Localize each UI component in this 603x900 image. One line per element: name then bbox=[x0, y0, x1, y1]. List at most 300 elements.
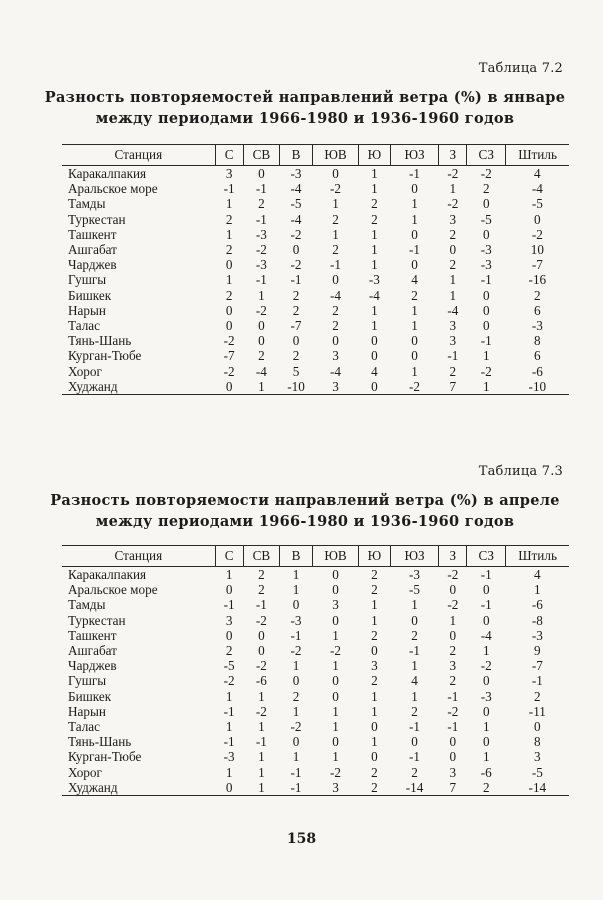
station-name: Нарын bbox=[68, 302, 106, 318]
value-cell: 0 bbox=[482, 673, 490, 689]
value-cell: 0 bbox=[359, 379, 391, 395]
value-cell: 0 bbox=[534, 718, 541, 734]
value-cell: 0 bbox=[332, 166, 339, 182]
value-cell: -2 bbox=[255, 703, 267, 719]
station-name: Ташкент bbox=[68, 627, 117, 643]
station-name: Бишкек bbox=[68, 287, 112, 303]
value-cell: 1 bbox=[371, 242, 378, 258]
column-header: ЮВ bbox=[312, 145, 358, 166]
value-cell: -2 bbox=[447, 196, 459, 212]
value-cell: -1 bbox=[255, 181, 267, 197]
value-cell: -2 bbox=[531, 226, 543, 242]
value-cell: 1 bbox=[225, 226, 233, 242]
value-cell: -5 bbox=[290, 196, 302, 212]
value-cell: 0 bbox=[482, 226, 490, 242]
value-cell: 2 bbox=[411, 764, 418, 780]
value-cell: 0 bbox=[332, 688, 339, 704]
value-cell: 1 bbox=[411, 317, 418, 333]
value-cell: 1 bbox=[411, 597, 418, 613]
value-cell: 2 bbox=[292, 302, 300, 318]
value-cell: -5 bbox=[480, 211, 492, 227]
value-cell: 0 bbox=[411, 734, 418, 750]
value-cell: 2 bbox=[411, 703, 418, 719]
value-cell: -2 bbox=[255, 242, 267, 258]
value-cell: -1 bbox=[290, 627, 302, 643]
value-cell: 5 bbox=[292, 363, 300, 379]
column-header: В bbox=[280, 546, 313, 567]
value-cell: -4 bbox=[480, 627, 492, 643]
table-7-3-title-line-1: Разность повторяемости направлений ветра (%) в апреле bbox=[50, 492, 560, 509]
value-cell: 3 bbox=[332, 348, 339, 364]
value-cell: 1 bbox=[332, 226, 339, 242]
table-header-row bbox=[62, 546, 569, 567]
value-cell: 0 bbox=[411, 257, 418, 273]
value-cell: -1 bbox=[447, 348, 459, 364]
column-header: ЮЗ bbox=[390, 546, 439, 567]
value-cell: 3 bbox=[312, 780, 358, 796]
value-cell: -3 bbox=[409, 567, 421, 583]
table-row bbox=[62, 764, 569, 779]
value-cell: 2 bbox=[449, 673, 457, 689]
value-cell: -4 bbox=[290, 181, 302, 197]
value-cell: 0 bbox=[332, 673, 339, 689]
value-cell: -1 bbox=[480, 597, 492, 613]
value-cell: 1 bbox=[449, 287, 457, 303]
value-cell: -1 bbox=[409, 242, 421, 258]
value-cell: 0 bbox=[371, 348, 378, 364]
page-number: 158 bbox=[286, 831, 317, 847]
table-row bbox=[62, 673, 569, 688]
value-cell: 0 bbox=[258, 627, 265, 643]
value-cell: -6 bbox=[480, 764, 492, 780]
value-cell: -3 bbox=[531, 627, 543, 643]
value-cell: 1 bbox=[411, 658, 418, 674]
value-cell: 0 bbox=[482, 703, 490, 719]
value-cell: 2 bbox=[225, 211, 233, 227]
value-cell: -2 bbox=[480, 658, 492, 674]
value-cell: 1 bbox=[371, 181, 378, 197]
value-cell: -2 bbox=[290, 257, 302, 273]
value-cell: -14 bbox=[390, 780, 439, 796]
value-cell: 0 bbox=[534, 211, 541, 227]
value-cell: 1 bbox=[258, 764, 265, 780]
value-cell: -2 bbox=[447, 166, 459, 182]
value-cell: 0 bbox=[292, 597, 300, 613]
value-cell: -2 bbox=[480, 363, 492, 379]
value-cell: 0 bbox=[482, 196, 490, 212]
value-cell: -3 bbox=[255, 257, 267, 273]
value-cell: 3 bbox=[332, 597, 339, 613]
value-cell: 1 bbox=[292, 749, 300, 765]
station-name: Бишкек bbox=[68, 688, 112, 704]
value-cell: 2 bbox=[371, 627, 378, 643]
value-cell: 7 bbox=[439, 780, 467, 796]
value-cell: 7 bbox=[439, 379, 467, 395]
value-cell: 4 bbox=[534, 166, 541, 182]
value-cell: 0 bbox=[258, 333, 265, 349]
station-name: Худжанд bbox=[62, 780, 215, 796]
station-name: Каракалпакия bbox=[68, 567, 147, 583]
station-name: Талас bbox=[68, 317, 100, 333]
table-row bbox=[62, 272, 569, 287]
value-cell: 1 bbox=[371, 317, 378, 333]
station-name: Гушгы bbox=[68, 673, 107, 689]
value-cell: -1 bbox=[223, 597, 235, 613]
value-cell: 0 bbox=[411, 612, 418, 628]
value-cell: -1 bbox=[255, 597, 267, 613]
value-cell: 1 bbox=[292, 567, 300, 583]
value-cell: -4 bbox=[531, 181, 543, 197]
table-row bbox=[62, 704, 569, 719]
value-cell: -3 bbox=[223, 749, 235, 765]
value-cell: 2 bbox=[258, 196, 265, 212]
value-cell: -14 bbox=[506, 780, 569, 796]
value-cell: 3 bbox=[449, 764, 457, 780]
value-cell: 1 bbox=[534, 582, 541, 598]
table-row bbox=[62, 567, 569, 583]
value-cell: 1 bbox=[482, 348, 490, 364]
table-7-2-label: Таблица 7.2 bbox=[478, 61, 563, 76]
value-cell: 0 bbox=[411, 333, 418, 349]
column-header: З bbox=[439, 546, 467, 567]
value-cell: 0 bbox=[332, 333, 339, 349]
value-cell: -10 bbox=[506, 379, 569, 395]
table-7-3 bbox=[62, 545, 569, 796]
value-cell: -2 bbox=[223, 673, 235, 689]
station-name: Курган-Тюбе bbox=[68, 348, 142, 364]
value-cell: -8 bbox=[531, 612, 543, 628]
value-cell: -3 bbox=[531, 317, 543, 333]
value-cell: -1 bbox=[409, 643, 421, 659]
value-cell: -3 bbox=[290, 166, 302, 182]
value-cell: -4 bbox=[447, 302, 459, 318]
value-cell: -2 bbox=[390, 379, 439, 395]
value-cell: 2 bbox=[449, 363, 457, 379]
value-cell: -3 bbox=[368, 272, 380, 288]
value-cell: 2 bbox=[258, 582, 265, 598]
value-cell: -1 bbox=[330, 257, 342, 273]
value-cell: 1 bbox=[371, 302, 378, 318]
value-cell: -1 bbox=[409, 718, 421, 734]
value-cell: 1 bbox=[482, 749, 490, 765]
value-cell: -1 bbox=[480, 567, 492, 583]
value-cell: 0 bbox=[371, 643, 378, 659]
value-cell: -10 bbox=[280, 379, 313, 395]
value-cell: 3 bbox=[534, 749, 541, 765]
station-name: Талас bbox=[68, 718, 100, 734]
value-cell: 0 bbox=[411, 348, 418, 364]
value-cell: 1 bbox=[411, 688, 418, 704]
column-header: З bbox=[439, 145, 467, 166]
column-header: Станция bbox=[62, 546, 215, 567]
value-cell: 2 bbox=[371, 673, 378, 689]
value-cell: 0 bbox=[411, 181, 418, 197]
value-cell: -1 bbox=[255, 734, 267, 750]
value-cell: -2 bbox=[223, 333, 235, 349]
table-7-2-title-line-2: между периодами 1966-1980 и 1936-1960 годов bbox=[95, 110, 515, 127]
value-cell: 4 bbox=[411, 272, 418, 288]
value-cell: 1 bbox=[243, 379, 279, 395]
value-cell: 1 bbox=[482, 718, 490, 734]
table-row bbox=[62, 333, 569, 348]
value-cell: 2 bbox=[292, 688, 300, 704]
value-cell: 1 bbox=[449, 272, 457, 288]
value-cell: -6 bbox=[531, 597, 543, 613]
value-cell: 2 bbox=[371, 196, 378, 212]
column-header: ЮЗ bbox=[390, 145, 439, 166]
value-cell: 1 bbox=[411, 363, 418, 379]
value-cell: 2 bbox=[371, 764, 378, 780]
value-cell: 0 bbox=[225, 257, 233, 273]
value-cell: 0 bbox=[332, 567, 339, 583]
value-cell: 1 bbox=[292, 703, 300, 719]
table-7-3-title-line-2: между периодами 1966-1980 и 1936-1960 годов bbox=[95, 513, 515, 530]
value-cell: 0 bbox=[258, 317, 265, 333]
value-cell: 2 bbox=[371, 582, 378, 598]
value-cell: 1 bbox=[332, 627, 339, 643]
table-row bbox=[62, 613, 569, 628]
value-cell: -1 bbox=[280, 780, 313, 796]
value-cell: 2 bbox=[225, 287, 233, 303]
value-cell: -6 bbox=[531, 363, 543, 379]
value-cell: 3 bbox=[225, 612, 233, 628]
value-cell: 1 bbox=[225, 688, 233, 704]
value-cell: 2 bbox=[332, 242, 339, 258]
column-header: СЗ bbox=[467, 145, 506, 166]
value-cell: 1 bbox=[332, 749, 339, 765]
column-header: ЮВ bbox=[312, 546, 358, 567]
station-name: Туркестан bbox=[68, 211, 126, 227]
table-header-row bbox=[62, 145, 569, 166]
value-cell: 1 bbox=[411, 196, 418, 212]
value-cell: -2 bbox=[290, 643, 302, 659]
value-cell: -5 bbox=[531, 196, 543, 212]
value-cell: 1 bbox=[258, 287, 265, 303]
value-cell: 1 bbox=[243, 780, 279, 796]
table-7-2-title bbox=[40, 87, 570, 129]
table-row bbox=[62, 227, 569, 242]
column-header: Штиль bbox=[506, 145, 569, 166]
column-header: Ю bbox=[359, 145, 391, 166]
value-cell: 1 bbox=[225, 718, 233, 734]
value-cell: 4 bbox=[534, 567, 541, 583]
value-cell: -2 bbox=[290, 226, 302, 242]
table-7-3-title bbox=[40, 490, 570, 532]
value-cell: 1 bbox=[225, 567, 233, 583]
value-cell: -2 bbox=[290, 718, 302, 734]
station-name: Нарын bbox=[68, 703, 106, 719]
value-cell: 1 bbox=[411, 211, 418, 227]
value-cell: 0 bbox=[371, 333, 378, 349]
value-cell: -7 bbox=[531, 658, 543, 674]
value-cell: -16 bbox=[528, 272, 547, 288]
value-cell: 2 bbox=[258, 567, 265, 583]
value-cell: 1 bbox=[258, 749, 265, 765]
station-name: Чарджев bbox=[68, 257, 117, 273]
value-cell: 2 bbox=[534, 287, 541, 303]
value-cell: -5 bbox=[409, 582, 421, 598]
column-header: С bbox=[215, 546, 243, 567]
value-cell: -11 bbox=[528, 703, 546, 719]
station-name: Тамды bbox=[68, 196, 106, 212]
value-cell: -4 bbox=[255, 363, 267, 379]
table-7-2-title-line-1: Разность повторяемостей направлений ветра (%) в январе bbox=[44, 89, 566, 106]
station-name: Хорог bbox=[68, 764, 102, 780]
value-cell: 3 bbox=[371, 658, 378, 674]
value-cell: 1 bbox=[371, 597, 378, 613]
value-cell: -1 bbox=[223, 703, 235, 719]
value-cell: 0 bbox=[225, 627, 233, 643]
value-cell: 0 bbox=[225, 582, 233, 598]
value-cell: 1 bbox=[258, 718, 265, 734]
value-cell: 1 bbox=[449, 612, 457, 628]
table-row bbox=[62, 318, 569, 333]
value-cell: 1 bbox=[292, 658, 300, 674]
value-cell: 0 bbox=[482, 582, 490, 598]
value-cell: -2 bbox=[480, 166, 492, 182]
value-cell: -3 bbox=[290, 612, 302, 628]
table-row bbox=[62, 734, 569, 749]
station-name: Хорог bbox=[68, 363, 102, 379]
value-cell: 3 bbox=[449, 317, 457, 333]
value-cell: 2 bbox=[411, 287, 418, 303]
table-row bbox=[62, 166, 569, 182]
value-cell: 0 bbox=[411, 226, 418, 242]
value-cell: -2 bbox=[223, 363, 235, 379]
table-row bbox=[62, 242, 569, 257]
value-cell: -1 bbox=[223, 181, 235, 197]
value-cell: 1 bbox=[411, 302, 418, 318]
column-header: СВ bbox=[243, 145, 279, 166]
value-cell: 2 bbox=[332, 317, 339, 333]
value-cell: 8 bbox=[534, 734, 541, 750]
table-7-2 bbox=[62, 144, 569, 395]
value-cell: -2 bbox=[447, 703, 459, 719]
value-cell: 0 bbox=[371, 749, 378, 765]
value-cell: 2 bbox=[292, 287, 300, 303]
column-header: СВ bbox=[243, 546, 279, 567]
value-cell: 0 bbox=[449, 242, 457, 258]
value-cell: 2 bbox=[371, 211, 378, 227]
value-cell: -4 bbox=[290, 211, 302, 227]
value-cell: -6 bbox=[255, 673, 267, 689]
value-cell: 1 bbox=[449, 181, 457, 197]
value-cell: -1 bbox=[480, 333, 492, 349]
value-cell: -1 bbox=[255, 272, 267, 288]
station-name: Ашгабат bbox=[68, 643, 117, 659]
table-row bbox=[62, 643, 569, 658]
value-cell: 4 bbox=[411, 673, 418, 689]
value-cell: 1 bbox=[371, 734, 378, 750]
value-cell: 0 bbox=[371, 718, 378, 734]
value-cell: -2 bbox=[255, 302, 267, 318]
column-header: Ю bbox=[359, 546, 391, 567]
value-cell: -3 bbox=[480, 688, 492, 704]
value-cell: -3 bbox=[480, 242, 492, 258]
table-row bbox=[62, 348, 569, 363]
value-cell: 10 bbox=[530, 242, 544, 258]
value-cell: -2 bbox=[330, 764, 342, 780]
column-header: В bbox=[280, 145, 313, 166]
value-cell: 0 bbox=[449, 627, 457, 643]
value-cell: 0 bbox=[332, 612, 339, 628]
value-cell: 2 bbox=[534, 688, 541, 704]
table-row bbox=[62, 257, 569, 272]
table-row bbox=[62, 303, 569, 318]
table-row bbox=[62, 597, 569, 612]
value-cell: 1 bbox=[332, 703, 339, 719]
value-cell: 8 bbox=[534, 333, 541, 349]
value-cell: 0 bbox=[258, 166, 265, 182]
station-name: Худжанд bbox=[62, 379, 215, 395]
table-row bbox=[62, 719, 569, 734]
value-cell: 0 bbox=[482, 302, 490, 318]
value-cell: -4 bbox=[330, 287, 342, 303]
value-cell: 3 bbox=[449, 658, 457, 674]
value-cell: 0 bbox=[482, 734, 490, 750]
station-name: Туркестан bbox=[68, 612, 126, 628]
station-name: Ашгабат bbox=[68, 242, 117, 258]
column-header: Станция bbox=[62, 145, 215, 166]
value-cell: 0 bbox=[332, 272, 339, 288]
table-row bbox=[62, 212, 569, 227]
value-cell: 3 bbox=[312, 379, 358, 395]
value-cell: 0 bbox=[225, 317, 233, 333]
station-name: Аральское море bbox=[68, 181, 158, 197]
value-cell: -1 bbox=[447, 718, 459, 734]
value-cell: 0 bbox=[482, 287, 490, 303]
value-cell: 1 bbox=[371, 226, 378, 242]
value-cell: -2 bbox=[330, 643, 342, 659]
station-name: Ташкент bbox=[68, 226, 117, 242]
value-cell: 2 bbox=[449, 226, 457, 242]
table-7-3-label: Таблица 7.3 bbox=[478, 464, 563, 479]
station-name: Каракалпакия bbox=[68, 166, 147, 182]
value-cell: -5 bbox=[531, 764, 543, 780]
value-cell: -1 bbox=[447, 688, 459, 704]
value-cell: 3 bbox=[449, 211, 457, 227]
value-cell: 2 bbox=[411, 627, 418, 643]
value-cell: -1 bbox=[290, 764, 302, 780]
value-cell: 0 bbox=[449, 734, 457, 750]
value-cell: 0 bbox=[215, 780, 243, 796]
value-cell: -2 bbox=[330, 181, 342, 197]
table-row bbox=[62, 288, 569, 303]
station-name: Тянь-Шань bbox=[68, 734, 132, 750]
value-cell: 0 bbox=[449, 749, 457, 765]
table-row bbox=[62, 181, 569, 196]
value-cell: 0 bbox=[292, 242, 300, 258]
station-name: Курган-Тюбе bbox=[68, 749, 142, 765]
value-cell: 0 bbox=[225, 302, 233, 318]
value-cell: 2 bbox=[332, 211, 339, 227]
value-cell: 0 bbox=[332, 582, 339, 598]
value-cell: 0 bbox=[292, 734, 300, 750]
value-cell: 0 bbox=[332, 734, 339, 750]
value-cell: -4 bbox=[330, 363, 342, 379]
value-cell: -7 bbox=[290, 317, 302, 333]
value-cell: 2 bbox=[258, 348, 265, 364]
value-cell: -7 bbox=[223, 348, 235, 364]
value-cell: 2 bbox=[332, 302, 339, 318]
value-cell: 2 bbox=[225, 242, 233, 258]
table-row bbox=[62, 658, 569, 673]
value-cell: 2 bbox=[292, 348, 300, 364]
value-cell: -5 bbox=[223, 658, 235, 674]
value-cell: 0 bbox=[449, 582, 457, 598]
column-header: Штиль bbox=[506, 546, 569, 567]
value-cell: -1 bbox=[409, 749, 421, 765]
